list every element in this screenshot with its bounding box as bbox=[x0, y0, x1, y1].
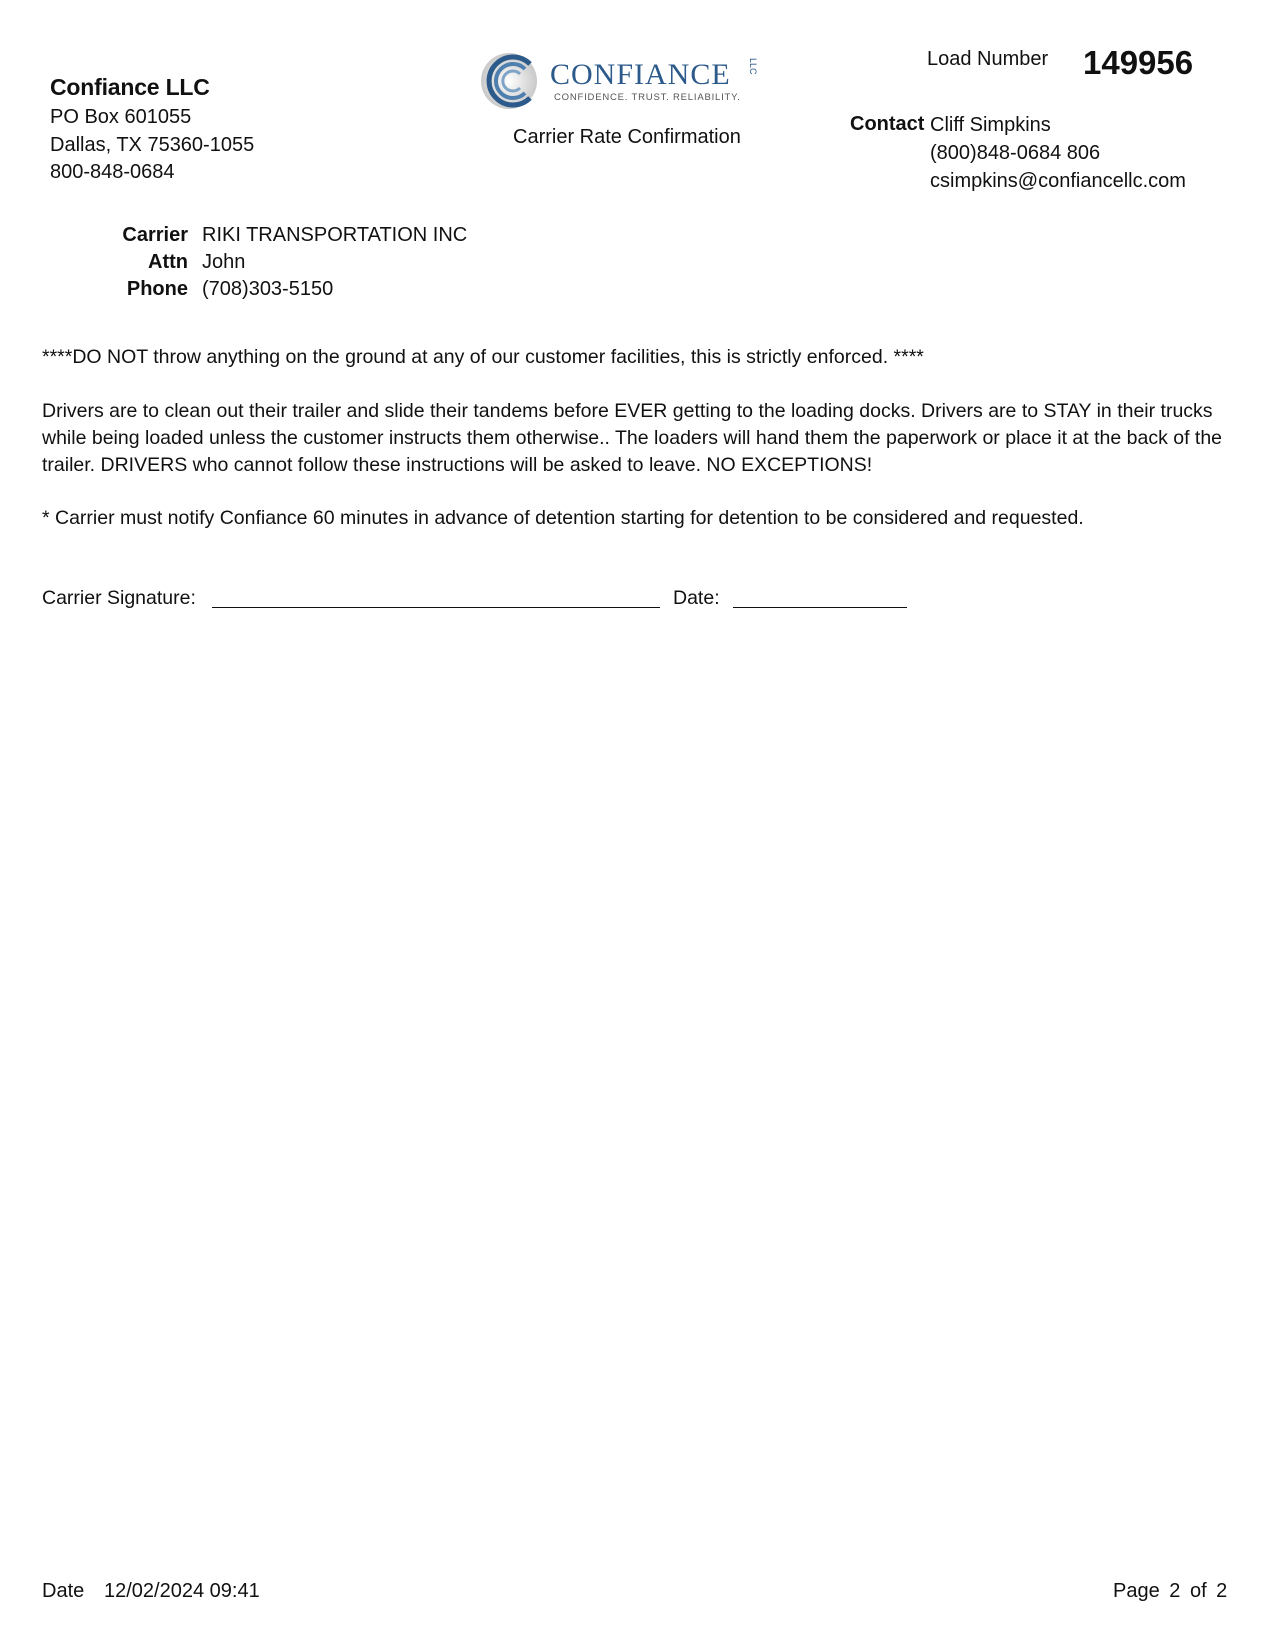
signature-date-label: Date: bbox=[673, 587, 720, 609]
footer-date-value: 12/02/2024 09:41 bbox=[104, 1580, 260, 1602]
detention-notice: * Carrier must notify Confiance 60 minutes in advance of detention starting for detention to be considered and requested. bbox=[42, 507, 1084, 529]
logo-llc: LLC bbox=[748, 58, 758, 75]
attn-label: Attn bbox=[148, 251, 188, 273]
contact-email: csimpkins@confiancellc.com bbox=[930, 170, 1186, 192]
carrier-label: Carrier bbox=[122, 224, 188, 246]
load-number-value: 149956 bbox=[1083, 44, 1194, 81]
document-title: Carrier Rate Confirmation bbox=[513, 126, 741, 148]
contact-label: Contact bbox=[850, 113, 925, 135]
footer-date-label: Date bbox=[42, 1580, 85, 1602]
contact-name: Cliff Simpkins bbox=[930, 114, 1051, 136]
page-indicator: Page 2 of 2 bbox=[1113, 1580, 1228, 1602]
attn-value: John bbox=[202, 251, 246, 273]
load-number-label: Load Number bbox=[927, 48, 1049, 70]
company-address-line2: Dallas, TX 75360-1055 bbox=[50, 134, 255, 156]
ground-notice: ****DO NOT throw anything on the ground at any of our customer facilities, this is strictly enforced. **** bbox=[42, 346, 924, 368]
carrier-signature-label: Carrier Signature: bbox=[42, 587, 196, 609]
logo-swirl-icon bbox=[478, 50, 548, 112]
confiance-logo bbox=[478, 50, 778, 112]
phone-value: (708)303-5150 bbox=[202, 278, 334, 300]
logo-tagline: CONFIDENCE. TRUST. RELIABILITY. bbox=[554, 92, 741, 103]
carrier-signature-line bbox=[212, 607, 660, 608]
logo-wordmark: CONFIANCE bbox=[550, 58, 731, 91]
contact-phone: (800)848-0684 806 bbox=[930, 142, 1101, 164]
company-phone: 800-848-0684 bbox=[50, 161, 175, 183]
signature-date-line bbox=[733, 607, 907, 608]
company-address-line1: PO Box 601055 bbox=[50, 106, 192, 128]
company-name: Confiance LLC bbox=[50, 74, 210, 100]
driver-instructions: Drivers are to clean out their trailer and slide their tandems before EVER getting to the loading docks. Drivers are to STAY in their trucks while being loaded unless the customer instructs them otherwise.. The loaders will hand them the paperwork or place it at the back of the trailer. DRIVERS who cannot follow these instructions will be asked to leave. NO EXCEPTIONS! bbox=[42, 400, 1223, 476]
phone-label: Phone bbox=[126, 278, 188, 300]
carrier-value: RIKI TRANSPORTATION INC bbox=[202, 224, 468, 246]
